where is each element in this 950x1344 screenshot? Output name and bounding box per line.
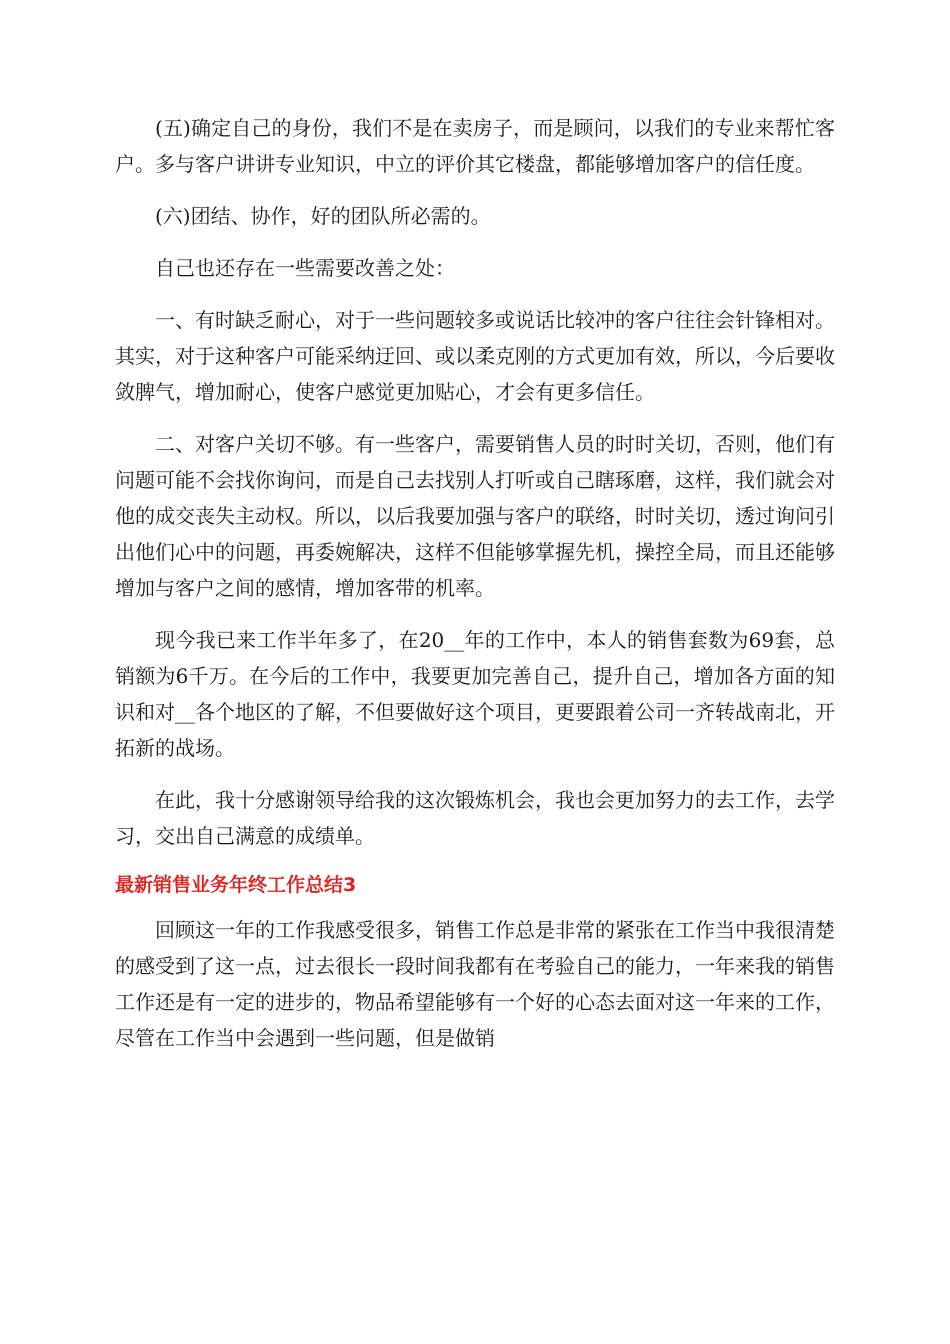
paragraph-five: (五)确定自己的身份，我们不是在卖房子，而是顾问，以我们的专业来帮忙客户。多与客户讲讲专业知识，中立的评价其它楼盘，都能够增加客户的信任度。 [115,116,835,176]
paragraph-thanks: 在此，我十分感谢领导给我的这次锻炼机会，我也会更加努力的去工作，去学习，交出自己满意的成绩单。 [115,788,835,848]
paragraph-review: 回顾这一年的工作我感受很多，销售工作总是非常的紧张在工作当中我很清楚的感受到了这一点，过去很长一段时间我都有在考验自己的能力，一年来我的销售工作还是有一定的进步的，物品希望能够有一个好的心态去面对这一年来的工作，尽管在工作当中会遇到一些问题，但是做销 [115,918,835,1050]
section-heading: 最新销售业务年终工作总结3 [115,874,357,896]
paragraph-improvement-two: 二、对客户关切不够。有一些客户，需要销售人员的时时关切，否则，他们有问题可能不会找你询问，而是自己去找别人打听或自己瞎琢磨，这样，我们就会对他的成交丧失主动权。所以，以后我要加强与客户的联络，时时关切，透过询问引出他们心中的问题，再委婉解决，这样不但能够掌握先机，操控全局，而且还能够增加与客户之间的感情，增加客带的机率。 [115,432,835,600]
paragraph-improvements-intro: 自己也还存在一些需要改善之处： [155,256,455,280]
paragraph-six: (六)团结、协作，好的团队所必需的。 [155,204,491,228]
paragraph-sales-summary: 现今我已来工作半年多了，在20__年的工作中，本人的销售套数为69套，总销额为6千万。在今后的工作中，我要更加完善自己，提升自己，增加各方面的知识和对__各个地区的了解，不但要做好这个项目，更要跟着公司一齐转战南北，开拓新的战场。 [115,628,835,760]
document-body [115,110,835,1072]
paragraph-improvement-one: 一、有时缺乏耐心，对于一些问题较多或说话比较冲的客户往往会针锋相对。其实，对于这种客户可能采纳迂回、或以柔克刚的方式更加有效，所以，今后要收敛脾气，增加耐心，使客户感觉更加贴心，才会有更多信任。 [115,308,835,404]
